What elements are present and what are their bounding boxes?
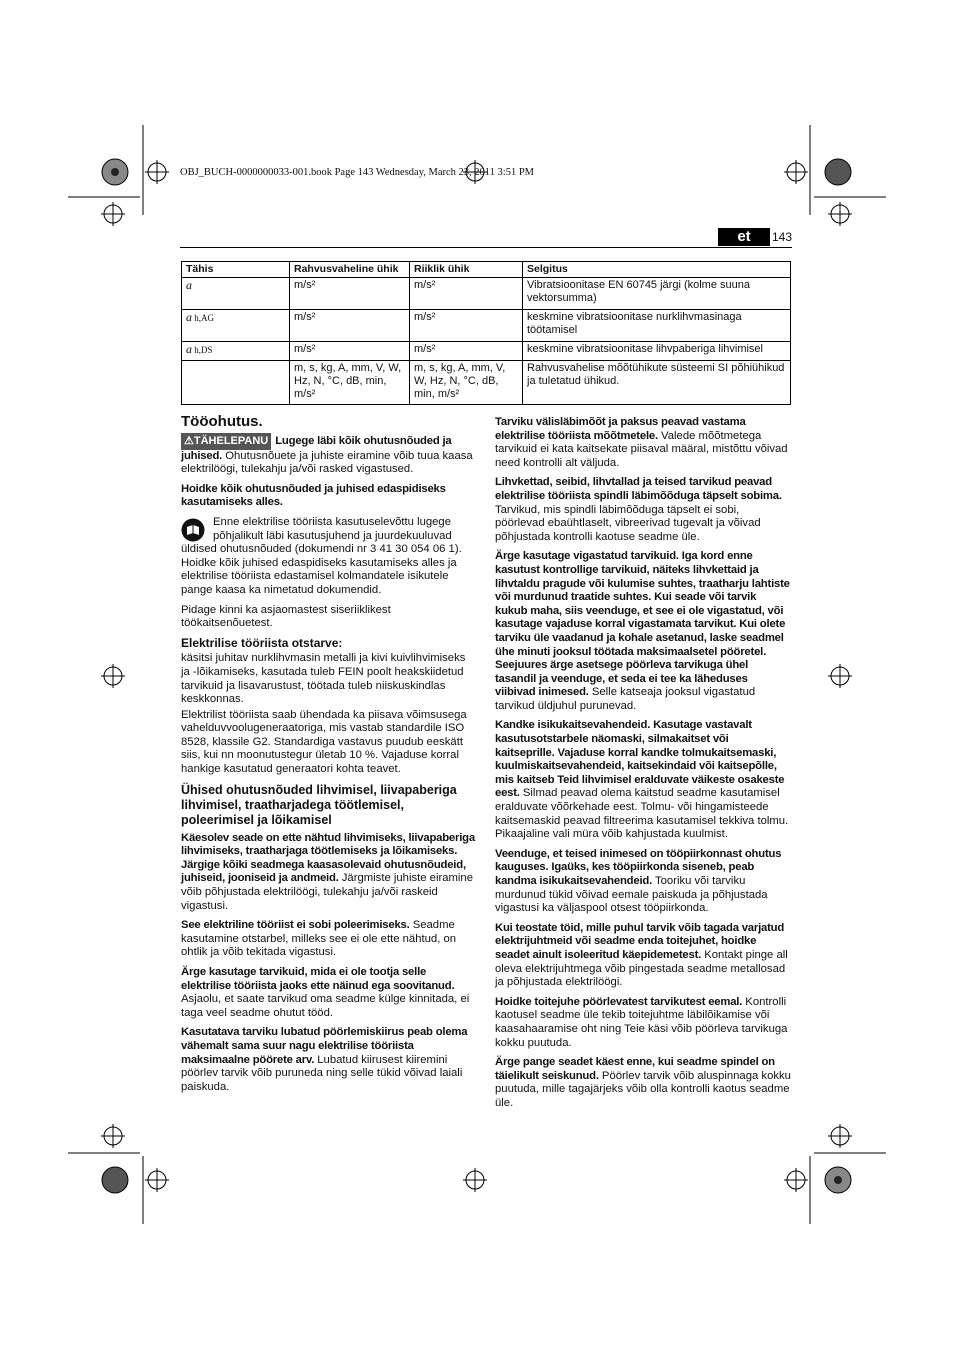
intl-unit-cell: m, s, kg, A, mm, V, W, Hz, N, °C, dB, min, m/s² xyxy=(290,361,410,405)
read-manual-icon xyxy=(181,518,205,542)
intl-unit-cell: m/s² xyxy=(290,310,410,342)
language-tag: et xyxy=(718,228,770,246)
table-row xyxy=(182,278,791,310)
table-header: Rahvusvaheline ühik xyxy=(290,262,410,278)
description-cell: keskmine vibratsioonitase nurklihvmasinaga töötamisel xyxy=(523,310,791,342)
intl-unit-cell: m/s² xyxy=(290,278,410,310)
warning-badge: ⚠TÄHELEPANU xyxy=(181,433,271,450)
subheading: Elektrilise tööriista otstarve: xyxy=(181,635,343,650)
table-row xyxy=(182,342,791,361)
paragraph: Tarviku välisläbimõõt ja paksus peavad vastama elektrilise tööriista mõõtmetele. Valede mõõtmetega tarvikuid ei kata kaitsekate piisaval määral, mistõttu võivad need kontrolli alt väljuda. xyxy=(495,416,788,469)
symbol-cell: a h,AG xyxy=(182,310,290,342)
left-column xyxy=(181,415,477,1100)
table-row xyxy=(182,310,791,342)
paragraph: Hoidke kõik ohutusnõuded ja juhised edaspidiseks kasutamiseks alles. xyxy=(181,482,446,509)
paragraph: Ärge kasutage vigastatud tarvikuid. Iga kord enne kasutust kontrollige tarvikuid, näiteks lihvkettaid ja lihvtaldu pragude või kulumise suhtes, traatharju lahtiste või murdunud traatide suhtes. Kui seade või tarvik kukub maha, siis veenduge, et see ei ole vigastatud, või kasutage vajaduse korral vigastamata tarvikut. Kui olete tarviku üle vaadanud ja kohale asetanud, laske seadmel ühe minuti jooksul töötada maksimaalsetel pööretel. Seejuures ärge asetsege pöörleva tarvikuga ühel tasandil ja veenduge, et seda ei tee ka läheduses viibivad inimesed. Selle katseaja jooksul vigastatud tarvikud üldjuhul purunevad. xyxy=(495,550,790,712)
description-cell: keskmine vibratsioonitase lihvpaberiga lihvimisel xyxy=(523,342,791,361)
paragraph: Hoidke toitejuhe pöörlevatest tarvikutest eemal. Kontrolli kaotusel seadme üle tekib toitejuhtme läbilõikamise või kaasahaaramise oht ning Teie käsi võib pöörleva tarvikuga kokku puutuda. xyxy=(495,995,788,1049)
table-header-row xyxy=(182,262,791,278)
nat-unit-cell: m/s² xyxy=(410,310,523,342)
paragraph: Kandke isikukaitsevahendeid. Kasutage vastavalt kasutusotstarbele näomaski, silmakaitset või kaitseprille. Vajaduse korral kandke tolmukaitsemaski, kuulmiskaitsevahendeid, kaitsekindaid või kaitsepõlle, mis kaitseb Teid lihvimisel eralduvate väikeste osakeste eest. Silmad peavad olema kaitstud seadme kasutamisel eralduvate võõrkehade eest. Tolmu- või hingamisteede kaitsemaskid peavad filtreerima kasutamisel tekkiva tolmu. Pikaajaline vali müra võib kahjustada kuulmist. xyxy=(495,719,789,841)
description-cell: Rahvusvahelise mõõtühikute süsteemi SI põhiühikud ja tuletatud ühikud. xyxy=(523,361,791,405)
table-header: Tähis xyxy=(182,262,290,278)
paragraph: Ärge pange seadet käest enne, kui seadme spindel on täielikult seiskunud. Pöörlev tarvik võib aluspinnaga kokku puutuda, mille tagajärjeks võib olla kontrolli kaotus seadme üle. xyxy=(495,1056,791,1109)
page-number: 143 xyxy=(772,230,793,244)
section-title: Tööohutus. xyxy=(181,413,263,430)
paragraph: Elektrilist tööriista saab ühendada ka piisava võimsusega vahelduvvoolugeneraatoriga, mis vastab standardile ISO 8528, klassile G2. Standardiga vastavus puudub eeskätt siis, kui nn moonutustegur ületab 10 %. Vajaduse korral hankige kasutatud generaatori kohta teavet. xyxy=(181,708,467,776)
paragraph: Kui teostate töid, mille puhul tarvik võib tagada varjatud elektrijuhtmeid või seadme enda toitejuhet, hoidke seadet ainult isoleeritud käepidemetest. Kontakt pinge all oleva elektrijuhtmega võib pingestada seadme metallosad ja põhjustada elektrilöögi. xyxy=(495,921,788,989)
paragraph: Ärge kasutage tarvikuid, mida ei ole tootja selle elektrilise tööriista jaoks ette näinud ega soovitanud. Asjaolu, et saate tarvikud oma seadme külge kinnitada, ei taga veel seadme ohutut tööd. xyxy=(181,966,470,1019)
paragraph: See elektriline tööriist ei sobi poleerimiseks. Seadme kasutamine otstarbel, milleks see ei ole ette nähtud, on ohtlik ja võib tekitada vigastusi. xyxy=(181,919,457,959)
description-cell: Vibratsioonitase EN 60745 järgi (kolme suuna vektorsumma) xyxy=(523,278,791,310)
symbol-cell xyxy=(182,361,290,405)
nat-unit-cell: m, s, kg, A, mm, V, W, Hz, N, °C, dB, min, m/s² xyxy=(410,361,523,405)
right-column xyxy=(495,416,791,1117)
symbol-cell: a h,DS xyxy=(182,342,290,361)
warning-icon: ⚠ xyxy=(184,434,194,447)
paragraph: Kasutatava tarviku lubatud pöörlemiskiirus peab olema vähemalt sama suur nagu elektrilise tööriista maksimaalne pöörete arv. Lubatud kiirusest kiiremini pöörlev tarvik võib puruneda ning selle tükid võivad laiali paiskuda. xyxy=(181,1026,468,1093)
header-rule xyxy=(180,247,792,248)
file-info: OBJ_BUCH-0000000033-001.book Page 143 Wednesday, March 23, 2011 3:51 PM xyxy=(180,167,534,178)
table-header: Riiklik ühik xyxy=(410,262,523,278)
units-table xyxy=(181,261,791,405)
nat-unit-cell: m/s² xyxy=(410,278,523,310)
intl-unit-cell: m/s² xyxy=(290,342,410,361)
paragraph: Käesolev seade on ette nähtud lihvimiseks, liivapaberiga lihvimiseks, traatharjaga töötlemiseks ja lõikamiseks. Järgige kõiki seadmega kaasasolevaid ohutusnõudeid, juhiseid, jooniseid ja andmeid. Järgmiste juhiste eiramine võib põhjustada elektrilöögi, tulekahju ja/või raskeid vigastusi. xyxy=(181,831,475,912)
symbol-cell: a xyxy=(182,278,290,310)
subheading: Ühised ohutusnõuded lihvimisel, liivapaberiga lihvimisel, traatharjadega töötlemisel, poleerimisel ja lõikamisel xyxy=(181,782,457,827)
paragraph: Pidage kinni ka asjaomastest siseriiklikest töökaitsenõuetest. xyxy=(181,603,391,630)
table-row xyxy=(182,361,791,405)
paragraph: Lihvkettad, seibid, lihvtallad ja teised tarvikud peavad elektrilise tööriista spindli läbimõõduga täpselt sobima. Tarvikud, mis spindli läbimõõduga täpselt ei sobi, pöörlevad ebaühtlaselt, vibreerivad tugevalt ja võivad põhjustada kontrolli kaotuse seadme üle. xyxy=(495,476,782,543)
warning-paragraph: ⚠TÄHELEPANU Lugege läbi kõik ohutusnõuded ja juhised. Ohutusnõuete ja juhiste eiramine võib tuua kaasa elektrilöögi, tulekahju ja/või rasked vigastused. xyxy=(181,434,473,476)
paragraph: käsitsi juhitav nurklihvmasin metalli ja kivi kuivlihvimiseks ja -lõikamiseks, kasutada tuleb FEIN poolt heakskiidetud tarvikuid ja lisavarustust, töötada tuleb niiskuskindlas keskkonnas. xyxy=(181,652,466,706)
nat-unit-cell: m/s² xyxy=(410,342,523,361)
paragraph: Veenduge, et teised inimesed on tööpiirkonnast ohutus kauguses. Igaüks, kes tööpiirkonda siseneb, peab kandma isikukaitsevahendeid. Tooriku või tarviku murdunud tükid võivad eemale paiskuda ja põhjustada vigastusi ka väljaspool otsest tööpiirkonda. xyxy=(495,847,782,915)
paragraph: Enne elektrilise tööriista kasutuselevõttu lugege põhjalikult läbi kasutusjuhend ja juurdekuuluvad üldised ohutusnõuded (dokumendi nr 3 41 30 054 06 1). Hoidke kõik juhised edaspidiseks kasutamiseks alles ja elektrilise tööriista edastamisel kolmandatele isikutele pange kaasa ka nimetatud dokumendid. xyxy=(181,515,462,596)
table-header: Selgitus xyxy=(523,262,791,278)
